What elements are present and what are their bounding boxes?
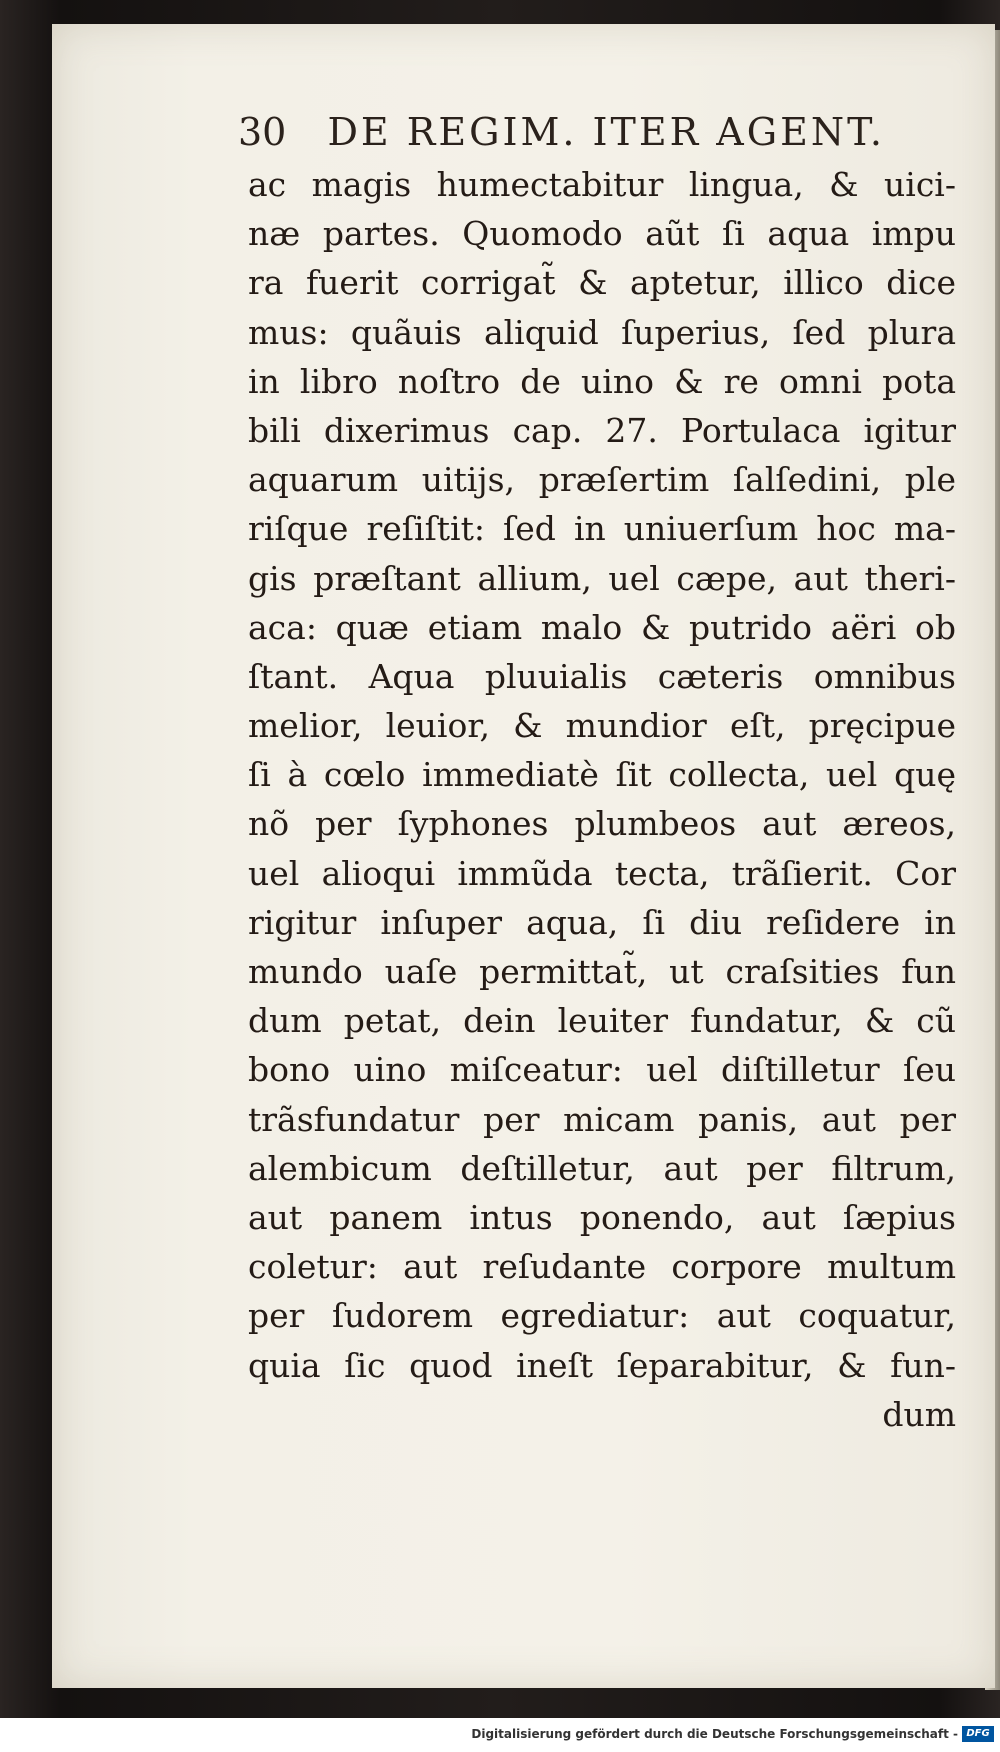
text-line: ra fuerit corrigat̃ & aptetur, illico dice [248,263,956,303]
text-line: ſi à cœlo immediatè ſit collecta, uel quę [248,755,956,795]
text-line: alembicum deſtilletur, aut per filtrum, [248,1148,956,1188]
text-line: aquarum uitijs, præſertim ſalſedini, ple [248,460,956,500]
text-line: per ſudorem egrediatur: aut coquatur, [248,1296,956,1336]
text-line: bili dixerimus cap. 27. Portulaca igitur [248,410,956,450]
body-text [248,160,956,1439]
footer-credit: Digitalisierung gefördert durch die Deutsche Forschungsgemeinschaft - [471,1727,958,1741]
dfg-logo: DFG [962,1726,994,1742]
running-head [238,108,938,156]
text-line: ſtant. Aqua pluuialis cæteris omnibus [248,656,956,696]
page-number: 30 [238,110,287,154]
text-line: in libro noſtro de uino & re omni pota [248,361,956,401]
text-line: dum [882,1394,956,1434]
text-line: bono uino miſceatur: uel diſtilletur ſeu [248,1050,956,1090]
text-line: mus: quãuis aliquid ſuperius, ſed plura [248,312,956,352]
footer-bar [0,1718,1000,1752]
text-line: trãsfundatur per micam panis, aut per [248,1099,956,1139]
text-line: næ partes. Quomodo aũt ſi aqua impu [248,214,956,254]
text-line: dum petat, dein leuiter fundatur, & cũ [248,1001,956,1041]
text-line: rigitur inſuper aqua, ſi diu reſidere in [248,902,956,942]
text-line: nõ per ſyphones plumbeos aut æreos, [248,804,956,844]
text-line: mundo uaſe permittat̃, ut craſsities fun [248,952,956,991]
text-line: coletur: aut reſudante corpore multum [248,1247,956,1287]
text-line: riſque reſiſtit: ſed in uniuerſum hoc ma- [248,509,956,549]
text-line: aca: quæ etiam malo & putrido aëri ob [248,607,956,647]
text-line: aut panem intus ponendo, aut ſæpius [248,1197,956,1237]
text-line: gis præſtant allium, uel cæpe, aut theri- [248,558,956,598]
text-line: uel alioqui immũda tecta, trãſierit. Cor [248,853,956,893]
running-title: DE REGIM. ITER AGENT. [327,110,885,154]
text-line: melior, leuior, & mundior eſt, pręcipue [248,706,956,746]
text-line: quia ſic quod ineſt ſeparabitur, & fun- [248,1345,956,1385]
text-line: ac magis humectabitur lingua, & uici- [248,165,956,204]
